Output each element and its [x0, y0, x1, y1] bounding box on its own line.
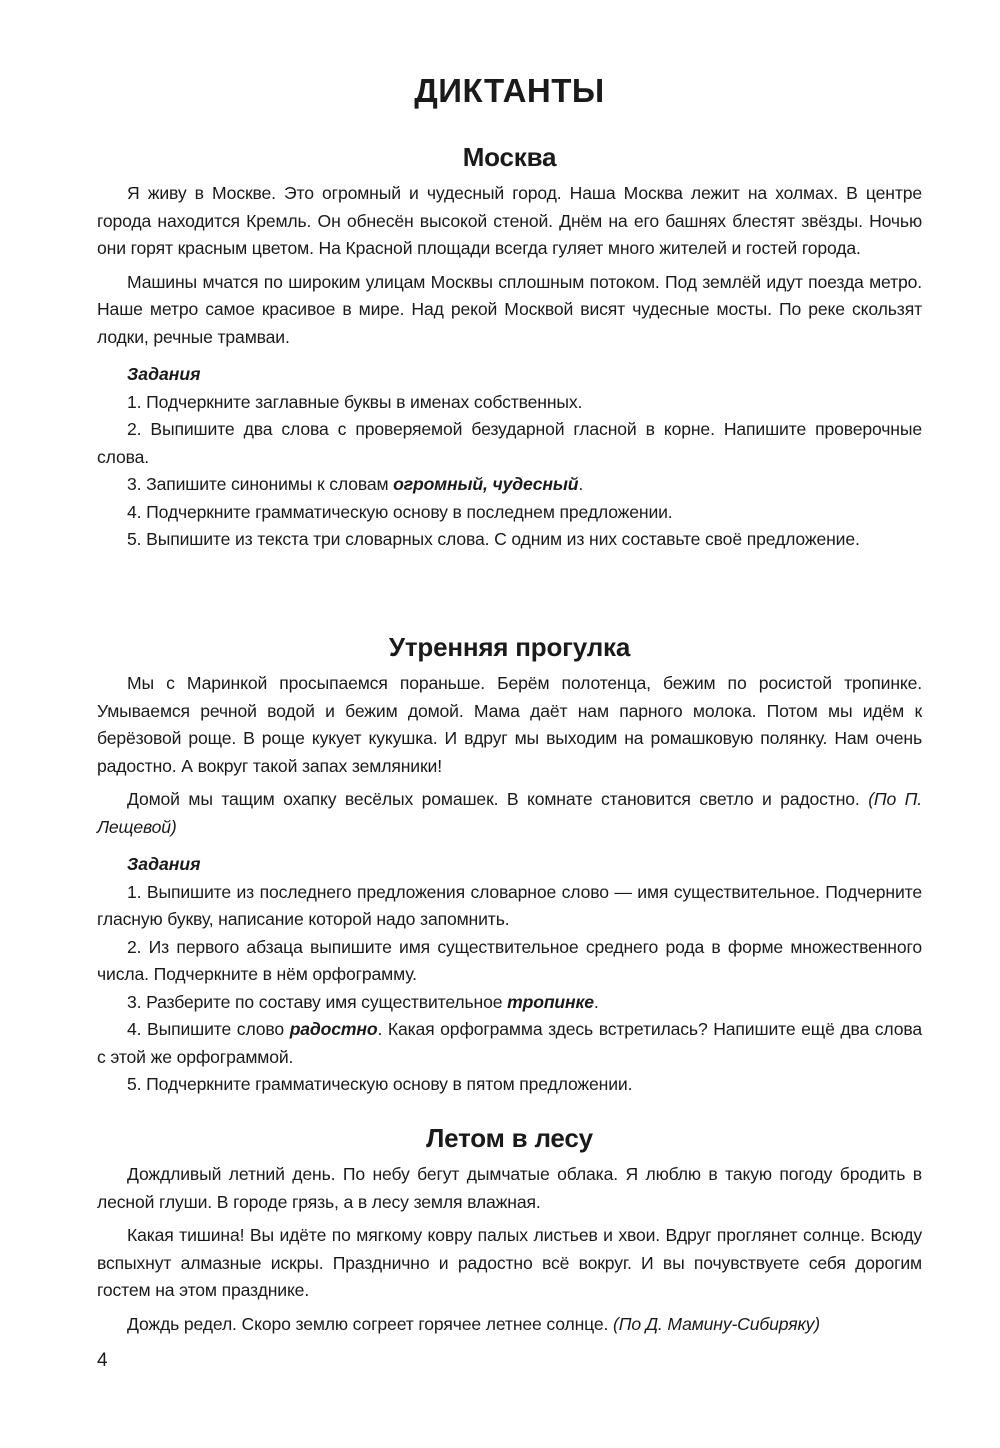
- paragraph: Я живу в Москве. Это огромный и чудесный город. Наша Москва лежит на холмах. В центре города находится Кремль. Он обнесён высокой стеной. Днём на его башнях блестят звёзды. Ночью они горят красным цветом. На Красной площади всегда гуляет много жителей и гостей города.: [97, 183, 922, 258]
- task-emphasis: радостно: [289, 1019, 378, 1039]
- task-item: [97, 471, 922, 499]
- paragraph: [97, 786, 922, 841]
- task-item: [97, 1016, 922, 1071]
- source-attribution: (По П. Лещевой): [97, 789, 922, 837]
- paragraph: [97, 1311, 922, 1339]
- task-text: 3. Запишите синонимы к словам: [127, 474, 394, 494]
- tasks-label: Задания: [127, 854, 201, 874]
- task-text: .: [578, 474, 584, 494]
- paragraph: Мы с Маринкой просыпаемся пораньше. Берём полотенца, бежим по росистой тропинке. Умываемся речной водой и бежим домой. Мама даёт нам парного молока. Потом мы идём к берёзовой роще. В роще кукует кукушка. И вдруг мы выходим на ромашковую полянку. Нам очень радостно. А вокруг такой запах земляники!: [97, 673, 922, 776]
- paragraph-text: Домой мы тащим охапку весёлых ромашек. В комнате становится светло и радостно.: [127, 789, 860, 809]
- task-emphasis: тропинке: [507, 991, 594, 1012]
- task-item: 5. Подчеркните грамматическую основу в пятом предложении.: [127, 1074, 633, 1094]
- section-heading: Утренняя прогулка: [388, 632, 631, 662]
- task-emphasis: огромный, чудесный: [393, 474, 579, 494]
- task-item: 2. Выпишите два слова с проверяемой безударной гласной в корне. Напишите проверочные слова.: [97, 419, 922, 467]
- task-item: [97, 989, 922, 1017]
- dictation-moscow: [97, 140, 922, 554]
- task-item: 4. Подчеркните грамматическую основу в последнем предложении.: [127, 501, 673, 522]
- task-text: .: [593, 991, 599, 1012]
- tasks-label: Задания: [127, 364, 201, 384]
- task-item: 1. Выпишите из последнего предложения словарное слово — имя существительное. Подчерните гласную букву, написание которой надо запомнить.: [97, 881, 922, 929]
- task-text: 4. Выпишите слово: [127, 1019, 290, 1039]
- task-item: 5. Выпишите из текста три словарных слова. С одним из них составьте своё предложение.: [127, 529, 860, 549]
- paragraph: Какая тишина! Вы идёте по мягкому ковру палых листьев и хвои. Вдруг проглянет солнце. Всюду вспыхнут алмазные искры. Празднично и радостно всё вокруг. И вы почувствуете себя дорогим гостем на этом празднике.: [97, 1225, 922, 1300]
- paragraph: Машины мчатся по широким улицам Москвы сплошным потоком. Под землёй идут поезда метро. Наше метро самое красивое в мире. Над рекой Москвой висят чудесные мосты. По реке скользят лодки, речные трамваи.: [97, 271, 922, 347]
- task-item: 2. Из первого абзаца выпишите имя существительное среднего рода в форме множественного числа. Подчеркните в нём орфограмму.: [97, 936, 922, 984]
- paragraph: Дождливый летний день. По небу бегут дымчатые облака. Я люблю в такую погоду бродить в лесной глуши. В городе грязь, а в лесу земля влажная.: [97, 1164, 922, 1212]
- task-text: . Какая орфограмма здесь встретилась? Напишите ещё два слова с этой же орфограммой.: [97, 1019, 922, 1067]
- dictation-morning-walk: [97, 630, 922, 1099]
- task-text: 3. Разберите по составу имя существительное: [127, 991, 508, 1012]
- page-title: ДИКТАНТЫ: [414, 72, 605, 109]
- source-attribution: (По Д. Мамину-Сибиряку): [613, 1313, 820, 1334]
- section-heading: Летом в лесу: [426, 1123, 593, 1153]
- dictation-summer-forest: [97, 1121, 922, 1338]
- section-heading: Москва: [462, 142, 557, 172]
- paragraph-text: Дождь редел. Скоро землю согреет горячее летнее солнце.: [127, 1313, 609, 1334]
- page-number: 4: [97, 1350, 108, 1371]
- task-item: 1. Подчеркните заглавные буквы в именах собственных.: [127, 391, 583, 412]
